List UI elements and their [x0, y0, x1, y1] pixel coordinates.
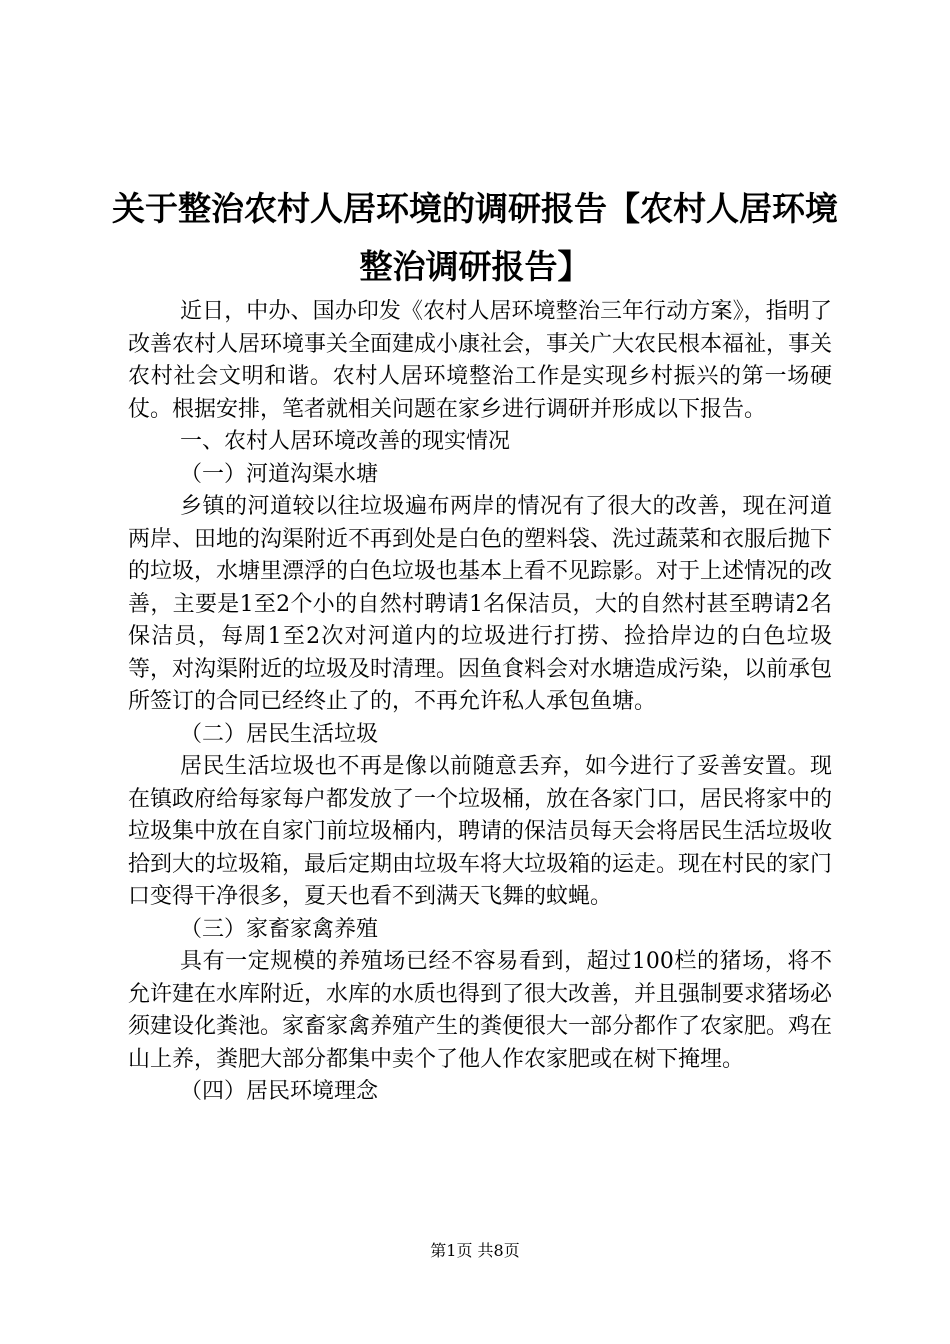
document-body	[128, 296, 832, 1109]
paragraph-rivers: 乡镇的河道较以往垃圾遍布两岸的情况有了很大的改善，现在河道两岸、田地的沟渠附近不再到处是白色的塑料袋、洗过蔬菜和衣服后抛下的垃圾，水塘里漂浮的白色垃圾也基本上看不见踪影。对于上述情况的改善，主要是1至2个小的自然村聘请1名保洁员，大的自然村甚至聘请2名保洁员，每周1至2次对河道内的垃圾进行打捞、捡拾岸边的白色垃圾等，对沟渠附近的垃圾及时清理。因鱼食料会对水塘造成污染，以前承包所签订的合同已经终止了的，不再允许私人承包鱼塘。	[128, 494, 833, 714]
paragraph-garbage: 居民生活垃圾也不再是像以前随意丢弃，如今进行了妥善安置。现在镇政府给每家每户都发放了一个垃圾桶，放在各家门口，居民将家中的垃圾集中放在自家门前垃圾桶内，聘请的保洁员每天会将居民生活垃圾收拾到大的垃圾箱，最后定期由垃圾车将大垃圾箱的运走。现在村民的家门口变得干净很多，夏天也看不到满天飞舞的蚊蝇。	[128, 754, 833, 909]
section-heading-1: 一、农村人居环境改善的现实情况	[180, 429, 511, 454]
document-title: 关于整治农村人居环境的调研报告【农村人居环境整治调研报告】	[112, 189, 838, 286]
subsection-heading-garbage: （二）居民生活垃圾	[180, 721, 379, 747]
paragraph-intro: 近日，中办、国办印发《农村人居环境整治三年行动方案》，指明了改善农村人居环境事关全面建成小康社会，事关广大农民根本福祉，事关农村社会文明和谐。农村人居环境整治工作是实现乡村振兴的第一场硬仗。根据安排，笔者就相关问题在家乡进行调研并形成以下报告。	[128, 299, 833, 422]
paragraph-livestock: 具有一定规模的养殖场已经不容易看到，超过100栏的猪场，将不允许建在水库附近，水库的水质也得到了很大改善，并且强制要求猪场必须建设化粪池。家畜家禽养殖产生的粪便很大一部分都作了农家肥。鸡在山上养，粪肥大部分都集中卖个了他人作农家肥或在树下掩埋。	[128, 949, 833, 1072]
page-footer: 第1页 共8页	[430, 1241, 520, 1260]
subsection-heading-livestock: （三）家畜家禽养殖	[180, 916, 379, 942]
subsection-heading-rivers: （一）河道沟渠水塘	[180, 461, 379, 487]
subsection-heading-awareness: （四）居民环境理念	[180, 1079, 379, 1104]
